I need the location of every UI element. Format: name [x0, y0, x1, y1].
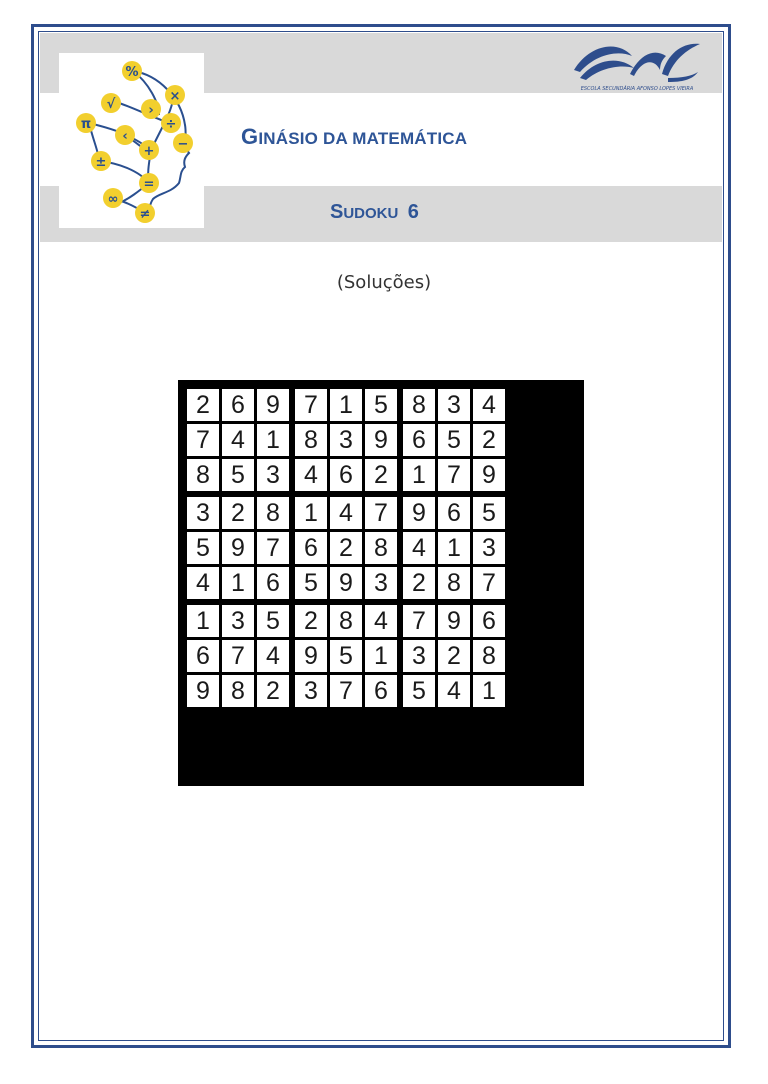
- sudoku-cell-r6-c1: 4: [187, 567, 219, 599]
- sudoku-cell-r8-c1: 6: [187, 640, 219, 672]
- sudoku-cell-r9-c8: 4: [438, 675, 470, 707]
- sudoku-cell-r8-c8: 2: [438, 640, 470, 672]
- svg-text:×: ×: [169, 89, 181, 104]
- sudoku-cell-r1-c4: 7: [295, 389, 327, 421]
- sudoku-cell-r9-c6: 6: [365, 675, 397, 707]
- sudoku-cell-r9-c2: 8: [222, 675, 254, 707]
- sudoku-cell-r2-c9: 2: [473, 424, 505, 456]
- sudoku-cell-r4-c1: 3: [187, 497, 219, 529]
- page-subtitle-initial: S: [330, 201, 344, 223]
- page-title-rest: INÁSIO DA MATEMÁTICA: [258, 129, 468, 148]
- svg-text:=: =: [143, 177, 155, 192]
- sudoku-cell-r8-c4: 9: [295, 640, 327, 672]
- sudoku-cell-r5-c3: 7: [257, 532, 289, 564]
- sudoku-cell-r4-c2: 2: [222, 497, 254, 529]
- page-title-initial: G: [241, 124, 259, 149]
- sudoku-cell-r7-c2: 3: [222, 605, 254, 637]
- sudoku-cell-r8-c5: 5: [330, 640, 362, 672]
- sudoku-cell-r2-c7: 6: [403, 424, 435, 456]
- svg-text:÷: ÷: [165, 117, 177, 132]
- sudoku-cell-r6-c9: 7: [473, 567, 505, 599]
- page-subtitle-rest: UDOKU: [343, 205, 399, 222]
- sudoku-cell-r9-c9: 1: [473, 675, 505, 707]
- sudoku-cell-r8-c6: 1: [365, 640, 397, 672]
- sudoku-cell-r9-c1: 9: [187, 675, 219, 707]
- sudoku-cell-r3-c5: 6: [330, 459, 362, 491]
- sudoku-cell-r6-c8: 8: [438, 567, 470, 599]
- sudoku-cell-r6-c4: 5: [295, 567, 327, 599]
- sudoku-cell-r7-c4: 2: [295, 605, 327, 637]
- page-title: [241, 124, 467, 150]
- sudoku-cell-r4-c8: 6: [438, 497, 470, 529]
- sudoku-cell-r3-c6: 2: [365, 459, 397, 491]
- math-head-logo-graphic: [59, 53, 204, 228]
- sudoku-cell-r5-c8: 1: [438, 532, 470, 564]
- sudoku-cell-r2-c6: 9: [365, 424, 397, 456]
- sudoku-cell-r1-c5: 1: [330, 389, 362, 421]
- sudoku-cell-r5-c1: 5: [187, 532, 219, 564]
- sudoku-cell-r5-c2: 9: [222, 532, 254, 564]
- svg-text:π: π: [80, 117, 92, 132]
- sudoku-cell-r6-c2: 1: [222, 567, 254, 599]
- school-logo-text: ESCOLA SECUNDÁRIA AFONSO LOPES VIEIRA: [580, 86, 694, 92]
- sudoku-cell-r5-c5: 2: [330, 532, 362, 564]
- sudoku-cell-r3-c7: 1: [403, 459, 435, 491]
- sudoku-cell-r7-c8: 9: [438, 605, 470, 637]
- sudoku-cell-r9-c5: 7: [330, 675, 362, 707]
- sudoku-cell-r3-c8: 7: [438, 459, 470, 491]
- sudoku-cell-r8-c3: 4: [257, 640, 289, 672]
- sudoku-cell-r5-c4: 6: [295, 532, 327, 564]
- sudoku-cell-r1-c8: 3: [438, 389, 470, 421]
- svg-text:%: %: [125, 65, 139, 80]
- sudoku-cell-r5-c7: 4: [403, 532, 435, 564]
- sudoku-cell-r2-c2: 4: [222, 424, 254, 456]
- svg-text:+: +: [143, 144, 155, 159]
- sudoku-cell-r3-c2: 5: [222, 459, 254, 491]
- solutions-label: (Soluções): [336, 272, 432, 293]
- sudoku-cell-r1-c9: 4: [473, 389, 505, 421]
- sudoku-cell-r5-c6: 8: [365, 532, 397, 564]
- svg-text:±: ±: [95, 155, 107, 170]
- sudoku-cell-r4-c5: 4: [330, 497, 362, 529]
- sudoku-cell-r6-c6: 3: [365, 567, 397, 599]
- sudoku-cell-r1-c2: 6: [222, 389, 254, 421]
- sudoku-cell-r9-c3: 2: [257, 675, 289, 707]
- sudoku-cell-r3-c3: 3: [257, 459, 289, 491]
- sudoku-cell-r9-c4: 3: [295, 675, 327, 707]
- sudoku-cell-r8-c9: 8: [473, 640, 505, 672]
- sudoku-cell-r1-c1: 2: [187, 389, 219, 421]
- sudoku-cell-r8-c2: 7: [222, 640, 254, 672]
- page-subtitle: [330, 201, 419, 224]
- page-subtitle-number: 6: [407, 201, 419, 223]
- sudoku-cell-r1-c6: 5: [365, 389, 397, 421]
- sudoku-cell-r3-c9: 9: [473, 459, 505, 491]
- sudoku-cell-r6-c7: 2: [403, 567, 435, 599]
- sudoku-cell-r8-c7: 3: [403, 640, 435, 672]
- sudoku-cell-r3-c4: 4: [295, 459, 327, 491]
- svg-text:›: ›: [148, 103, 154, 118]
- sudoku-cell-r7-c5: 8: [330, 605, 362, 637]
- math-head-logo: [59, 53, 204, 228]
- svg-text:‹: ‹: [122, 129, 128, 144]
- sudoku-cell-r4-c4: 1: [295, 497, 327, 529]
- svg-text:−: −: [177, 137, 189, 152]
- sudoku-cell-r4-c7: 9: [403, 497, 435, 529]
- sudoku-cell-r2-c1: 7: [187, 424, 219, 456]
- sudoku-cell-r9-c7: 5: [403, 675, 435, 707]
- sudoku-cell-r7-c9: 6: [473, 605, 505, 637]
- sudoku-cell-r2-c4: 8: [295, 424, 327, 456]
- sudoku-cell-r7-c6: 4: [365, 605, 397, 637]
- sudoku-cell-r7-c7: 7: [403, 605, 435, 637]
- sudoku-cell-r2-c5: 3: [330, 424, 362, 456]
- sudoku-cell-r2-c8: 5: [438, 424, 470, 456]
- sudoku-cell-r6-c3: 6: [257, 567, 289, 599]
- school-logo: [570, 34, 704, 92]
- svg-text:∞: ∞: [107, 192, 119, 207]
- sudoku-cell-r7-c1: 1: [187, 605, 219, 637]
- sudoku-cell-r4-c3: 8: [257, 497, 289, 529]
- sudoku-cell-r4-c6: 7: [365, 497, 397, 529]
- sudoku-grid: [178, 380, 584, 786]
- svg-text:≠: ≠: [139, 207, 151, 222]
- sudoku-cell-r1-c7: 8: [403, 389, 435, 421]
- sudoku-cell-r3-c1: 8: [187, 459, 219, 491]
- sudoku-cell-r5-c9: 3: [473, 532, 505, 564]
- sudoku-cell-r7-c3: 5: [257, 605, 289, 637]
- sudoku-cell-r4-c9: 5: [473, 497, 505, 529]
- sudoku-cell-r6-c5: 9: [330, 567, 362, 599]
- school-logo-graphic: [570, 34, 704, 92]
- svg-text:√: √: [106, 97, 116, 112]
- sudoku-cell-r2-c3: 1: [257, 424, 289, 456]
- sudoku-cell-r1-c3: 9: [257, 389, 289, 421]
